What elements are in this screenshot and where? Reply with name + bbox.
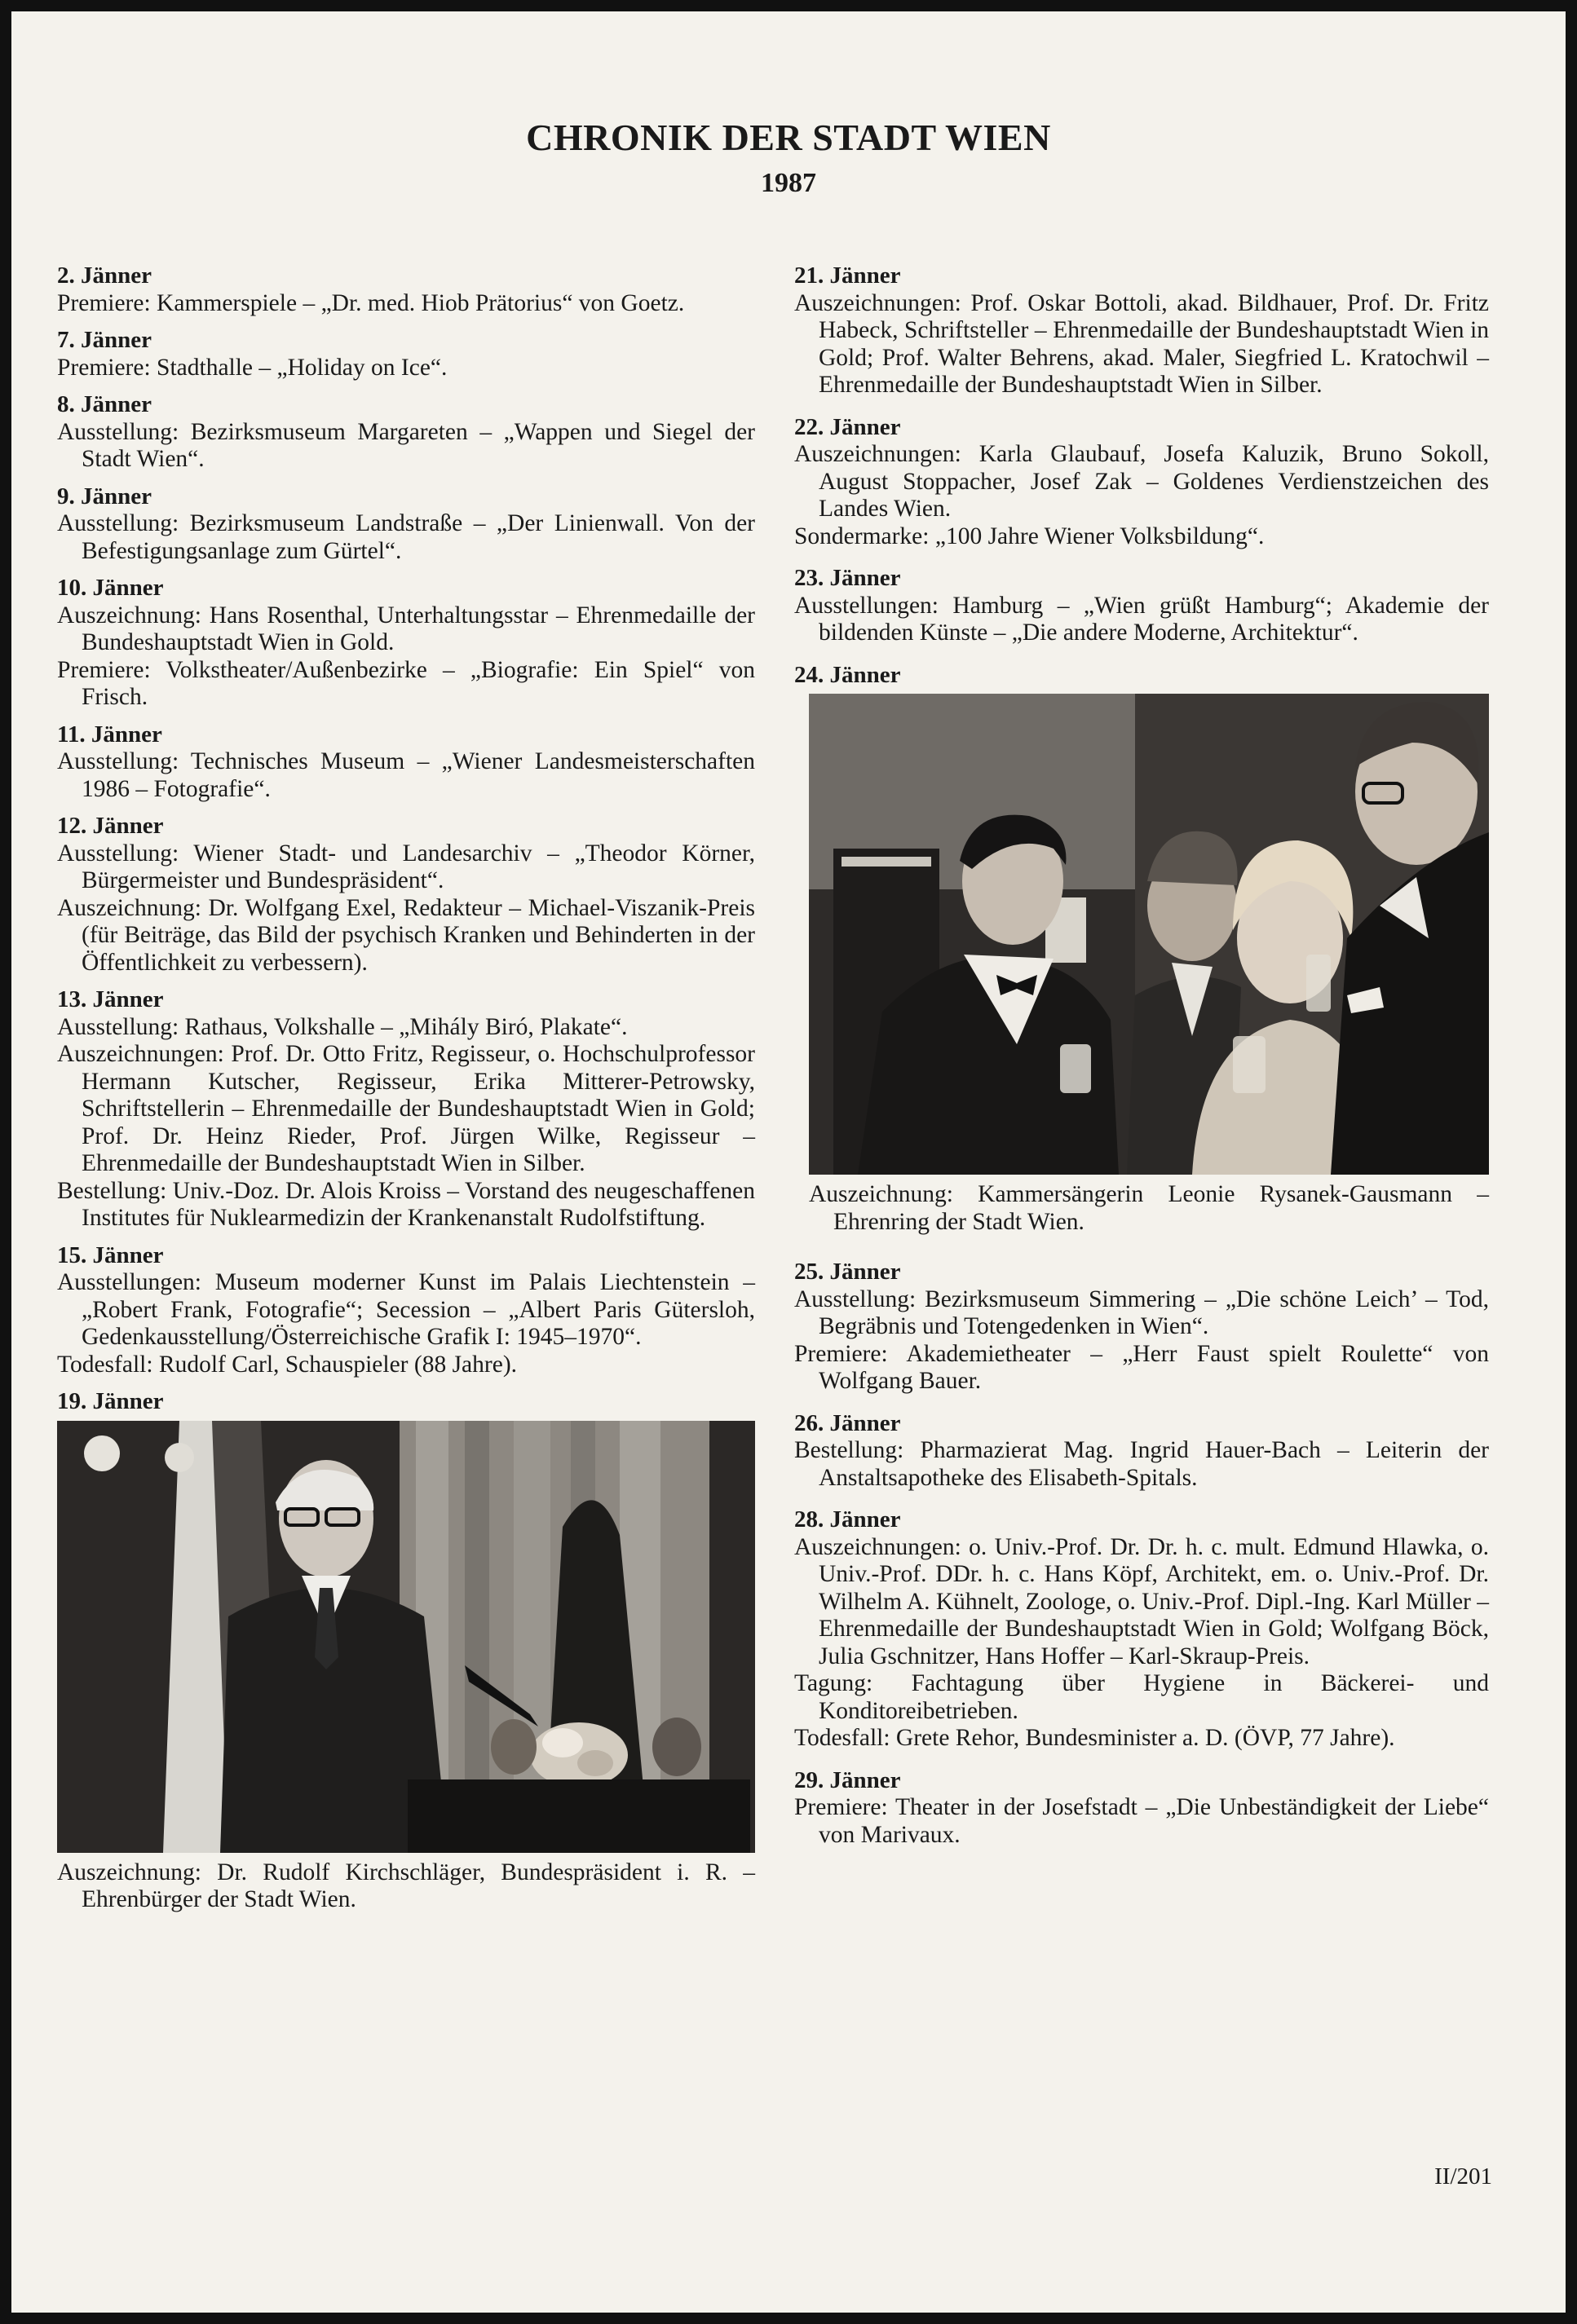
chronicle-entry: Auszeichnung: Dr. Wolfgang Exel, Redakteur – Michael-Viszanik-Preis (für Beiträge, das Bild der psychisch Kranken und Behinderten in der Öffentlichkeit zu verbessern).	[57, 894, 755, 976]
photo-rysanek-image	[809, 694, 1489, 1175]
chronicle-date: 15. Jänner	[57, 1241, 164, 1268]
chronicle-date: 21. Jänner	[794, 262, 901, 289]
chronicle-day	[794, 1259, 1489, 1396]
chronicle-date: 9. Jänner	[57, 483, 152, 509]
chronicle-day	[57, 1242, 755, 1379]
chronicle-entry: Auszeichnungen: Karla Glaubauf, Josefa Kaluzik, Bruno Sokoll, August Stoppacher, Josef Zak – Goldenes Verdienstzeichen des Landes Wien.	[794, 441, 1489, 522]
chronicle-entry: Ausstellungen: Hamburg – „Wien grüßt Hamburg“; Akademie der bildenden Künste – „Die andere Moderne, Architektur“.	[794, 592, 1489, 646]
chronicle-day	[57, 575, 755, 712]
right-column	[794, 253, 1489, 1849]
chronicle-entry: Ausstellung: Technisches Museum – „Wiener Landesmeisterschaften 1986 – Fotografie“.	[57, 748, 755, 802]
chronicle-entry: Ausstellung: Rathaus, Volkshalle – „Mihály Biró, Plakate“.	[57, 1013, 628, 1040]
chronicle-date: 8. Jänner	[57, 391, 152, 417]
chronicle-entry: Premiere: Akademietheater – „Herr Faust spielt Roulette“ von Wolfgang Bauer.	[794, 1340, 1489, 1394]
chronicle-day	[57, 813, 755, 977]
chronicle-day	[57, 483, 755, 566]
chronicle-entry: Ausstellung: Wiener Stadt- und Landesarchiv – „Theodor Körner, Bürgermeister und Bundespräsident“.	[57, 840, 755, 893]
chronicle-entry: Premiere: Stadthalle – „Holiday on Ice“.	[57, 354, 448, 381]
chronicle-date: 11. Jänner	[57, 721, 162, 747]
chronicle-entry: Tagung: Fachtagung über Hygiene in Bäckerei- und Konditoreibetrieben.	[794, 1670, 1489, 1724]
chronicle-entry: Todesfall: Grete Rehor, Bundesminister a. D. (ÖVP, 77 Jahre).	[794, 1725, 1395, 1751]
chronicle-entry: Ausstellung: Bezirksmuseum Landstraße – „Der Linienwall. Von der Befestigungsanlage zum Gürtel“.	[57, 510, 755, 564]
page-title: CHRONIK DER STADT WIEN	[526, 117, 1051, 158]
chronicle-day	[57, 721, 755, 804]
chronicle-date: 7. Jänner	[57, 327, 152, 353]
chronicle-day	[794, 565, 1489, 647]
chronicle-day	[57, 262, 755, 317]
chronicle-entry: Sondermarke: „100 Jahre Wiener Volksbildung“.	[794, 523, 1265, 549]
chronicle-entry: Premiere: Kammerspiele – „Dr. med. Hiob Prätorius“ von Goetz.	[57, 289, 685, 316]
chronicle-day	[57, 986, 755, 1233]
chronicle-entry: Bestellung: Pharmazierat Mag. Ingrid Hauer-Bach – Leiterin der Anstaltsapotheke des Elisabeth-Spitals.	[794, 1437, 1489, 1491]
right-entries-top	[794, 262, 1489, 689]
chronicle-day	[794, 414, 1489, 551]
photo-rysanek	[809, 694, 1489, 1175]
photo-kirchschlaeger-image	[57, 1421, 755, 1853]
chronicle-date: 28. Jänner	[794, 1506, 901, 1532]
chronicle-entry: Auszeichnungen: Prof. Dr. Otto Fritz, Regisseur, o. Hochschulprofessor Hermann Kutscher, Regisseur, Erika Mitterer-Petrowsky, Schriftstellerin – Ehrenmedaille der Bundeshauptstadt Wien in Gold; Prof. Dr. Heinz Rieder, Prof. Jürgen Wilke, Regisseur – Ehrenmedaille der Bundeshauptstadt Wien in Silber.	[57, 1041, 755, 1176]
chronicle-day	[794, 262, 1489, 399]
chronicle-day	[57, 1388, 755, 1416]
photo-rysanek-caption: Auszeichnung: Kammersängerin Leonie Rysanek-Gausmann – Ehrenring der Stadt Wien.	[809, 1181, 1489, 1235]
chronicle-entry: Auszeichnung: Hans Rosenthal, Unterhaltungsstar – Ehrenmedaille der Bundeshauptstadt Wien in Gold.	[57, 602, 755, 655]
chronicle-entry: Ausstellung: Bezirksmuseum Simmering – „Die schöne Leich’ – Tod, Begräbnis und Totengedenken in Wien“.	[794, 1285, 1489, 1339]
chronicle-day	[794, 1506, 1489, 1753]
document-page	[11, 11, 1566, 2313]
chronicle-date: 10. Jänner	[57, 575, 164, 601]
page-number: II/201	[1434, 2163, 1492, 2189]
chronicle-day	[794, 1410, 1489, 1493]
photo-kirchschlaeger	[57, 1421, 755, 1853]
chronicle-date: 12. Jänner	[57, 813, 164, 839]
chronicle-entry: Ausstellungen: Museum moderner Kunst im Palais Liechtenstein – „Robert Frank, Fotografie“; Secession – „Albert Paris Gütersloh, Gedenkausstellung/Österreichische Grafik I: 1945–1970“.	[57, 1269, 755, 1350]
chronicle-day	[57, 327, 755, 381]
chronicle-date: 23. Jänner	[794, 565, 901, 591]
chronicle-date: 29. Jänner	[794, 1766, 901, 1793]
chronicle-entry: Ausstellung: Bezirksmuseum Margareten – „Wappen und Siegel der Stadt Wien“.	[57, 418, 755, 472]
chronicle-date: 13. Jänner	[57, 986, 164, 1012]
right-entries-bottom	[794, 1259, 1489, 1849]
left-column	[57, 253, 755, 1914]
chronicle-date: 2. Jänner	[57, 262, 152, 289]
chronicle-date: 24. Jänner	[794, 661, 901, 688]
chronicle-day	[57, 391, 755, 474]
page-year: 1987	[761, 168, 816, 198]
chronicle-date: 22. Jänner	[794, 413, 901, 440]
chronicle-date: 26. Jänner	[794, 1409, 901, 1436]
chronicle-day	[794, 662, 1489, 690]
left-entries	[57, 262, 755, 1416]
chronicle-entry: Bestellung: Univ.-Doz. Dr. Alois Kroiss – Vorstand des neugeschaffenen Institutes für Nuklearmedizin der Krankenanstalt Rudolfstiftung.	[57, 1177, 755, 1231]
chronicle-entry: Todesfall: Rudolf Carl, Schauspieler (88 Jahre).	[57, 1351, 518, 1378]
chronicle-day	[794, 1767, 1489, 1850]
photo-kirchschlaeger-caption: Auszeichnung: Dr. Rudolf Kirchschläger, Bundespräsident i. R. – Ehrenbürger der Stadt Wien.	[57, 1859, 755, 1912]
chronicle-date: 25. Jänner	[794, 1259, 901, 1285]
chronicle-entry: Auszeichnungen: o. Univ.-Prof. Dr. Dr. h. c. mult. Edmund Hlawka, o. Univ.-Prof. DDr. h. c. Hans Köpf, Architekt, em. o. Univ.-Prof. Dr. Wilhelm A. Kühnelt, Zoologe, o. Univ.-Prof. Dipl.-Ing. Karl Müller – Ehrenmedaille der Bundeshauptstadt Wien in Gold; Wolfgang Böck, Julia Gschnitzer, Hans Hoffer – Karl-Skraup-Preis.	[794, 1533, 1489, 1669]
chronicle-entry: Premiere: Volkstheater/Außenbezirke – „Biografie: Ein Spiel“ von Frisch.	[57, 656, 755, 710]
chronicle-date: 19. Jänner	[57, 1388, 164, 1414]
chronicle-entry: Premiere: Theater in der Josefstadt – „Die Unbeständigkeit der Liebe“ von Marivaux.	[794, 1794, 1489, 1848]
chronicle-entry: Auszeichnungen: Prof. Oskar Bottoli, akad. Bildhauer, Prof. Dr. Fritz Habeck, Schriftsteller – Ehrenmedaille der Bundeshauptstadt Wien in Gold; Prof. Walter Behrens, akad. Maler, Siegfried L. Kratochwil – Ehrenmedaille der Bundeshauptstadt Wien in Silber.	[794, 289, 1489, 398]
